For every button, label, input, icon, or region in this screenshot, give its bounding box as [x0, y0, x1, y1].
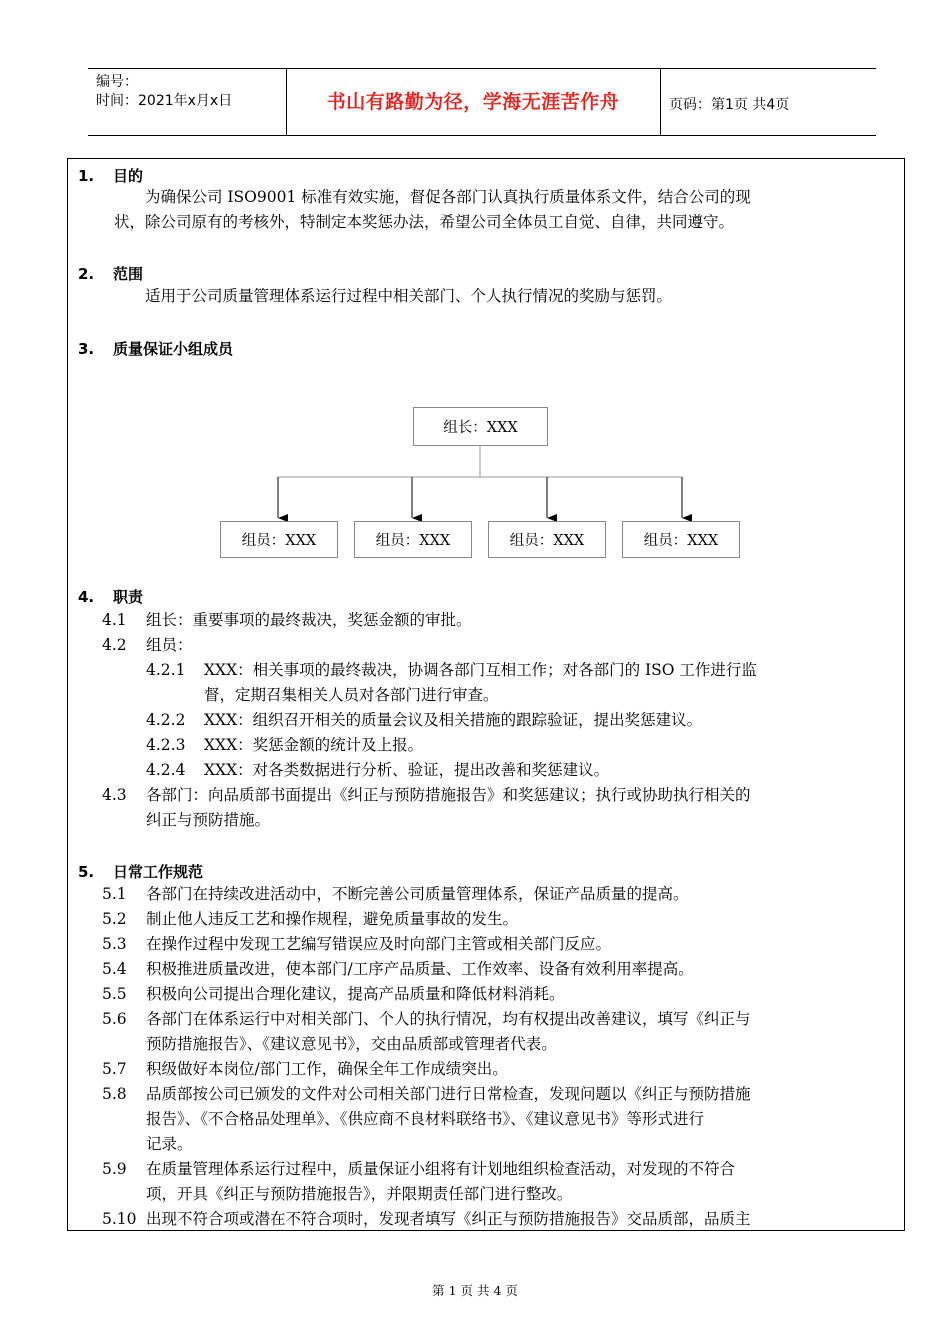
item-text: XXX：相关事项的最终裁决，协调各部门互相工作；对各部门的 ISO 工作进行监: [204, 661, 757, 679]
rule-item: [102, 882, 689, 907]
header-divider: [660, 68, 661, 136]
item-number: 5.6: [102, 1010, 127, 1028]
item-number: 5.7: [102, 1060, 127, 1078]
item-number: 5.10: [102, 1210, 137, 1228]
rule-item-cont: 项，开具《纠正与预防措施报告》，并限期责任部门进行整改。: [146, 1185, 573, 1203]
item-text: 在质量管理体系运行过程中，质量保证小组将有计划地组织检查活动，对发现的不符合: [146, 1160, 736, 1178]
item-text: 各部门：向品质部书面提出《纠正与预防措施报告》和奖惩建议；执行或协助执行相关的: [146, 786, 751, 804]
item-text: 各部门在体系运行中对相关部门、个人的执行情况，均有权提出改善建议，填写《纠正与: [146, 1010, 751, 1028]
header-top-rule: [88, 68, 876, 69]
item-text: 组员：: [146, 636, 193, 654]
content-frame: [67, 158, 905, 1231]
doc-code-label: 编号：: [96, 74, 138, 90]
item-number: 4.2.4: [146, 761, 186, 779]
section-heading-duties: [78, 586, 143, 607]
rule-item: [102, 982, 565, 1007]
rule-item-cont: 预防措施报告》、《建议意见书》，交由品质部或管理者代表。: [146, 1035, 557, 1053]
item-number: 5.2: [102, 910, 127, 928]
item-number: 5.8: [102, 1085, 127, 1103]
item-text: 积极推进质量改进，使本部门/工序产品质量、工作效率、设备有效利用率提高。: [146, 960, 694, 978]
section-title: 质量保证小组成员: [113, 340, 234, 358]
duty-subitem-cont: 督，定期召集相关人员对各部门进行审查。: [204, 686, 499, 704]
rule-item: [102, 1007, 751, 1032]
org-chart-connectors: [68, 159, 904, 579]
item-number: 5.4: [102, 960, 127, 978]
item-number: 4.3: [102, 786, 127, 804]
item-text: 各部门在持续改进活动中，不断完善公司质量管理体系，保证产品质量的提高。: [146, 885, 689, 903]
item-text: 出现不符合项或潜在不符合项时，发现者填写《纠正与预防措施报告》交品质部，品质主: [146, 1210, 751, 1228]
item-text: 在操作过程中发现工艺编写错误应及时向部门主管或相关部门反应。: [146, 935, 612, 953]
duty-subitem: [146, 758, 609, 783]
section-title: 目的: [113, 167, 144, 185]
rule-item: [102, 907, 518, 932]
rule-item: [102, 1157, 735, 1182]
rule-item-cont: 报告》、《不合格品处理单》、《供应商不良材料联络书》、《建议意见书》等形式进行: [146, 1110, 705, 1128]
section-title: 日常工作规范: [113, 863, 204, 881]
rule-item: [102, 1057, 508, 1082]
section-number: 2.: [78, 265, 95, 283]
item-text: XXX：对各类数据进行分析、验证，提出改善和奖惩建议。: [204, 761, 610, 779]
section-number: 4.: [78, 588, 95, 606]
item-text: 积级做好本岗位/部门工作，确保全年工作成绩突出。: [146, 1060, 508, 1078]
header-page-number: 页码：第1页 共4页: [669, 97, 790, 113]
item-number: 5.9: [102, 1160, 127, 1178]
item-number: 4.2: [102, 636, 127, 654]
rule-item-cont: 记录。: [146, 1135, 193, 1153]
section-heading-rules: [78, 861, 203, 882]
section-number: 5.: [78, 863, 95, 881]
item-number: 4.2.3: [146, 736, 186, 754]
duty-item-cont: 纠正与预防措施。: [146, 811, 271, 829]
item-number: 5.5: [102, 985, 127, 1003]
paragraph-line: 适用于公司质量管理体系运行过程中相关部门、个人执行情况的奖励与惩罚。: [145, 287, 673, 305]
paragraph-line: 状，除公司原有的考核外，特制定本奖惩办法，希望公司全体员工自觉、自律，共同遵守。: [114, 213, 735, 231]
org-member-node: 组员：XXX: [354, 521, 472, 558]
duty-subitem: [146, 658, 757, 683]
item-text: 组长：重要事项的最终裁决，奖惩金额的审批。: [146, 611, 472, 629]
rule-item: [102, 957, 694, 982]
section-title: 职责: [113, 588, 144, 606]
org-member-node: 组员：XXX: [488, 521, 606, 558]
item-number: 4.2.2: [146, 711, 186, 729]
section-number: 1.: [78, 167, 95, 185]
duty-item: [102, 633, 193, 658]
org-member-node: 组员：XXX: [622, 521, 740, 558]
org-leader-node: 组长：XXX: [413, 407, 548, 446]
item-number: 5.3: [102, 935, 127, 953]
header-motto: 书山有路勤为径，学海无涯苦作舟: [326, 91, 620, 113]
document-header: [88, 68, 876, 136]
footer-page-number: 第 1 页 共 4 页: [432, 1283, 518, 1298]
section-title: 范围: [113, 265, 144, 283]
duty-item: [102, 608, 472, 633]
paragraph-line: 为确保公司 ISO9001 标准有效实施，督促各部门认真执行质量体系文件，结合公司的现: [145, 188, 751, 206]
doc-date-label: 时间：2021年x月x日: [96, 93, 233, 109]
item-text: XXX：组织召开相关的质量会议及相关措施的跟踪验证，提出奖惩建议。: [204, 711, 703, 729]
item-text: 品质部按公司已颁发的文件对公司相关部门进行日常检查，发现问题以《纠正与预防措施: [146, 1085, 751, 1103]
duty-subitem: [146, 733, 423, 758]
duty-item: [102, 783, 751, 808]
item-text: 制止他人违反工艺和操作规程，避免质量事故的发生。: [146, 910, 519, 928]
section-number: 3.: [78, 340, 95, 358]
item-number: 4.1: [102, 611, 127, 629]
item-number: 4.2.1: [146, 661, 186, 679]
item-number: 5.1: [102, 885, 127, 903]
org-member-node: 组员：XXX: [220, 521, 338, 558]
rule-item: [102, 1207, 751, 1231]
rule-item: [102, 1082, 751, 1107]
rule-item: [102, 932, 611, 957]
item-text: 积极向公司提出合理化建议，提高产品质量和降低材料消耗。: [146, 985, 565, 1003]
item-text: XXX：奖惩金额的统计及上报。: [204, 736, 424, 754]
header-bottom-rule: [88, 135, 876, 136]
duty-subitem: [146, 708, 702, 733]
header-meta: [96, 73, 232, 111]
